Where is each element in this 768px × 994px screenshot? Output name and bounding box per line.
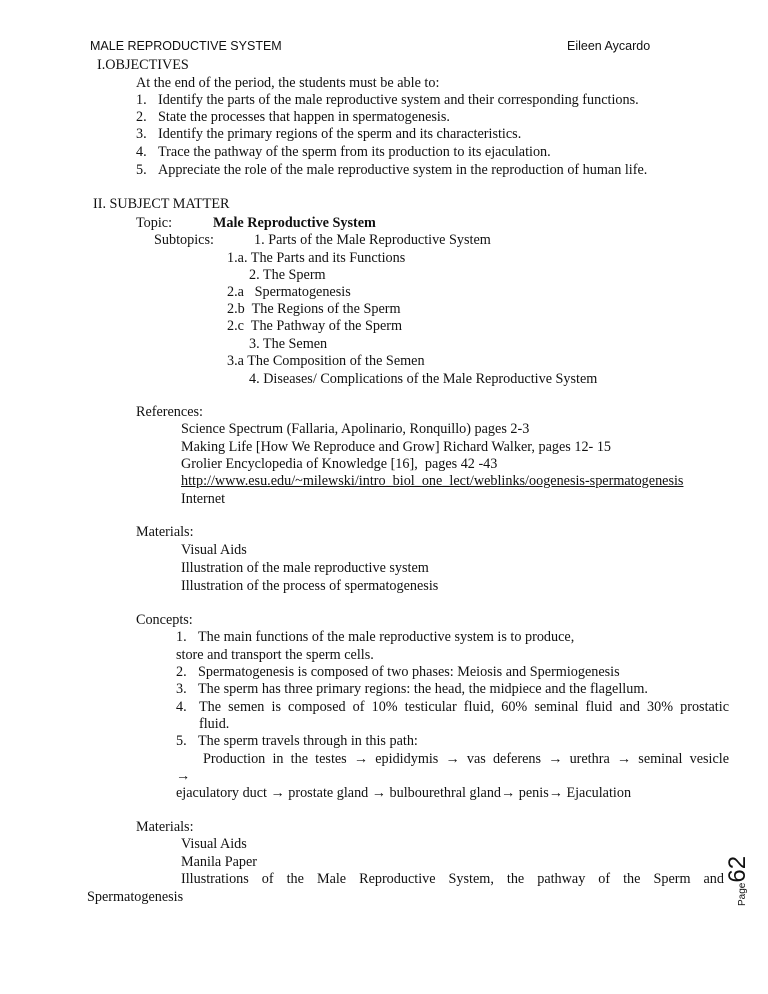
concept-text: fluid. bbox=[199, 716, 230, 732]
concepts-label: Concepts: bbox=[136, 612, 193, 628]
subtopic: 2.c The Pathway of the Sperm bbox=[227, 318, 403, 334]
subtopic: 1.a. The Parts and its Functions bbox=[227, 250, 406, 266]
item-text: The main functions of the male reproductive system is to produce, bbox=[198, 629, 575, 645]
item-text: Trace the pathway of the sperm from its production to its ejaculation. bbox=[158, 144, 551, 160]
subtopic: 3. The Semen bbox=[249, 336, 328, 352]
material-item-continued: Spermatogenesis bbox=[87, 889, 184, 905]
reference-item: Science Spectrum (Fallaria, Apolinario, Ronquillo) pages 2-3 bbox=[181, 421, 530, 437]
subtopic: 1. Parts of the Male Reproductive System bbox=[254, 232, 491, 248]
item-number: 3. bbox=[136, 126, 147, 142]
references-label: References: bbox=[136, 404, 203, 420]
item-text: State the processes that happen in spermatogenesis. bbox=[158, 109, 450, 125]
sperm-path-line: ejaculatory duct → prostate gland → bulbourethral gland→ penis→ Ejaculation bbox=[176, 785, 632, 801]
sperm-path-line: Production in the testes → epididymis → vas deferens → urethra → seminal vesicle bbox=[203, 751, 729, 767]
reference-item: Grolier Encyclopedia of Knowledge [16], pages 42 -43 bbox=[181, 456, 498, 472]
material-item: Visual Aids bbox=[181, 836, 247, 852]
concept-item bbox=[176, 664, 620, 681]
page-number-value: 62 bbox=[724, 855, 751, 883]
item-text: Appreciate the role of the male reproductive system in the reproduction of human life. bbox=[158, 162, 648, 178]
header-title: MALE REPRODUCTIVE SYSTEM bbox=[90, 39, 282, 53]
item-number: 3. bbox=[176, 681, 187, 697]
page-label: Page bbox=[737, 882, 748, 906]
item-number: 1. bbox=[176, 629, 187, 645]
reference-link[interactable]: http://www.esu.edu/~milewski/intro_biol_one_lect/weblinks/oogenesis-spermatogenesis bbox=[181, 473, 684, 489]
item-text: The sperm travels through in this path: bbox=[198, 733, 418, 749]
subtopic: 2. The Sperm bbox=[249, 267, 326, 283]
material-item: Illustrations of the Male Reproductive System, the pathway of the Sperm and bbox=[181, 871, 724, 887]
concept-item bbox=[176, 699, 198, 716]
item-number: 2. bbox=[176, 664, 187, 680]
objective-item bbox=[136, 92, 639, 109]
subtopic: 2.a Spermatogenesis bbox=[227, 284, 351, 300]
objective-item bbox=[136, 126, 521, 143]
topic-value: Male Reproductive System bbox=[213, 215, 376, 231]
objective-item bbox=[136, 162, 647, 179]
objective-item bbox=[136, 144, 551, 161]
objectives-heading: I.OBJECTIVES bbox=[97, 57, 189, 73]
item-number: 5. bbox=[136, 162, 147, 178]
item-number: 4. bbox=[176, 699, 187, 715]
item-text: Identify the primary regions of the sperm and its characteristics. bbox=[158, 126, 522, 142]
objectives-intro: At the end of the period, the students must be able to: bbox=[136, 75, 440, 91]
materials-label: Materials: bbox=[136, 524, 194, 540]
material-item: Illustration of the process of spermatogenesis bbox=[181, 578, 439, 594]
concept-item bbox=[176, 681, 648, 698]
subtopics-label: Subtopics: bbox=[154, 232, 214, 248]
materials-label: Materials: bbox=[136, 819, 194, 835]
item-number: 2. bbox=[136, 109, 147, 125]
topic-label: Topic: bbox=[136, 215, 173, 231]
concept-item bbox=[176, 733, 418, 750]
item-number: 5. bbox=[176, 733, 187, 749]
concept-text: The semen is composed of 10% testicular fluid, 60% seminal fluid and 30% prostatic bbox=[199, 699, 729, 715]
material-item: Manila Paper bbox=[181, 854, 258, 870]
subtopic: 2.b The Regions of the Sperm bbox=[227, 301, 401, 317]
item-number: 1. bbox=[136, 92, 147, 108]
objective-item bbox=[136, 109, 450, 126]
reference-item: Making Life [How We Reproduce and Grow] Richard Walker, pages 12- 15 bbox=[181, 439, 612, 455]
arrow-icon: → bbox=[176, 768, 191, 784]
subtopic: 3.a The Composition of the Semen bbox=[227, 353, 425, 369]
page-number bbox=[724, 850, 764, 906]
reference-item: Internet bbox=[181, 491, 226, 507]
item-number: 4. bbox=[136, 144, 147, 160]
concept-item bbox=[176, 629, 574, 646]
subtopic: 4. Diseases/ Complications of the Male Reproductive System bbox=[249, 371, 598, 387]
material-item: Illustration of the male reproductive system bbox=[181, 560, 429, 576]
material-item: Visual Aids bbox=[181, 542, 247, 558]
header-author: Eileen Aycardo bbox=[567, 39, 651, 53]
item-text: Spermatogenesis is composed of two phases: Meiosis and Spermiogenesis bbox=[198, 664, 620, 680]
item-text: The sperm has three primary regions: the head, the midpiece and the flagellum. bbox=[198, 681, 648, 697]
concept-text: store and transport the sperm cells. bbox=[176, 647, 374, 663]
item-text: Identify the parts of the male reproductive system and their corresponding functions. bbox=[158, 92, 639, 108]
subject-heading: II. SUBJECT MATTER bbox=[93, 196, 230, 212]
